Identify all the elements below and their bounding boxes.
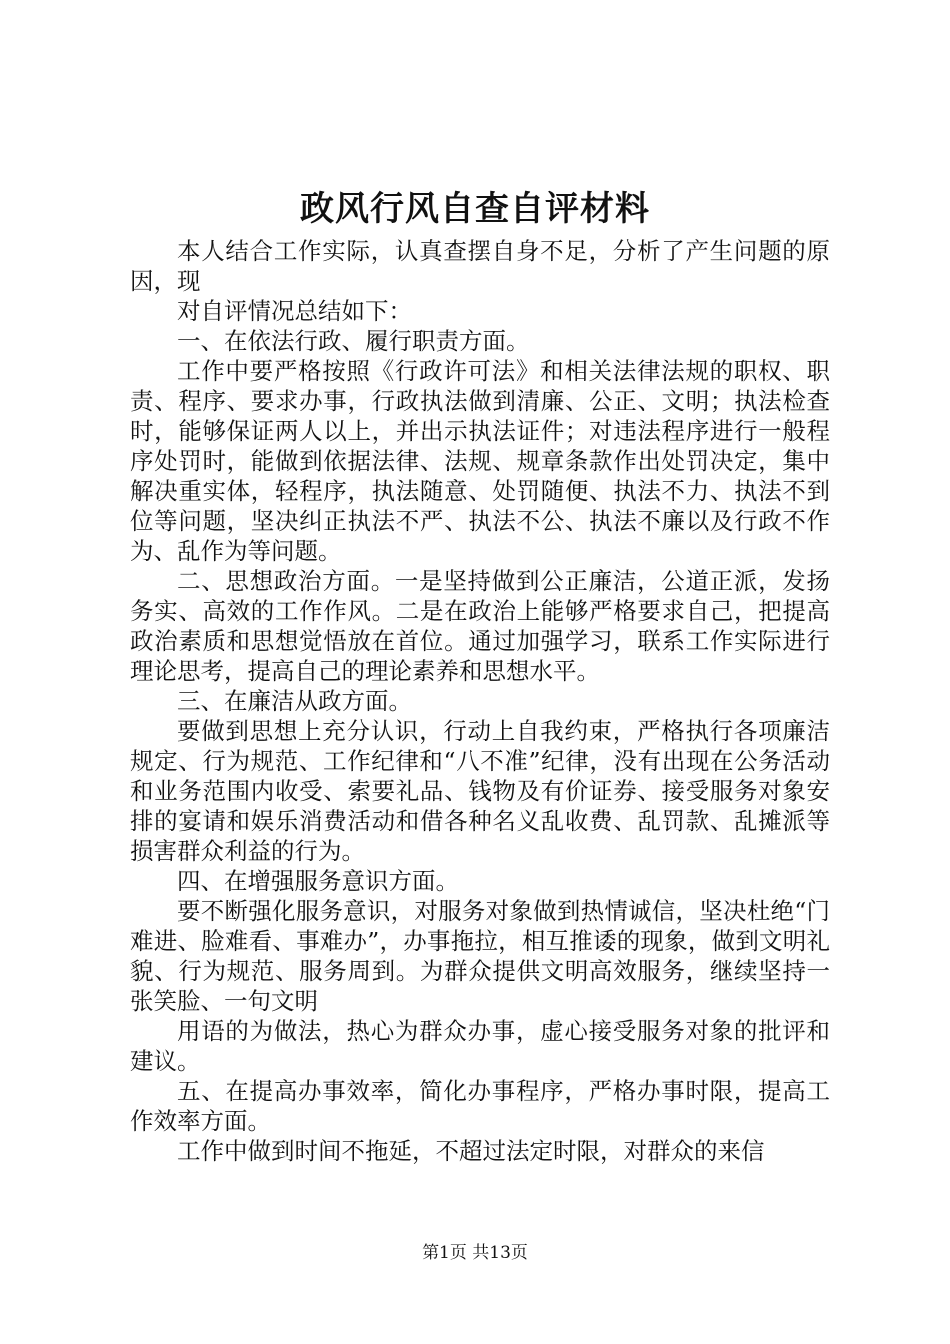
page-number: 第1页 共13页 (422, 1243, 528, 1263)
paragraph: 用语的为做法，热心为群众办事，虚心接受服务对象的批评和建议。 (130, 1017, 830, 1075)
paragraph: 对自评情况总结如下： (177, 297, 412, 325)
section-heading: 五、在提高办事效率，简化办事程序，严格办事时限，提高工作效率方面。 (130, 1077, 830, 1135)
document-title: 政风行风自查自评材料 (300, 189, 650, 229)
paragraph: 工作中要严格按照《行政许可法》和相关法律法规的职权、职责、程序、要求办事，行政执法做到清廉、公正、文明；执法检查时，能够保证两人以上，并出示执法证件；对违法程序进行一般程序处罚时，能做到依据法律、法规、规章条款作出处罚决定，集中解决重实体，轻程序，执法随意、处罚随便、执法不力、执法不到位等问题，坚决纠正执法不严、执法不公、执法不廉以及行政不作为、乱作为等问题。 (130, 357, 830, 565)
paragraph: 要做到思想上充分认识，行动上自我约束，严格执行各项廉洁规定、行为规范、工作纪律和“八不准”纪律，没有出现在公务活动和业务范围内收受、索要礼品、钱物及有价证券、接受服务对象安排的宴请和娱乐消费活动和借各种名义乱收费、乱罚款、乱摊派等损害群众利益的行为。 (130, 717, 830, 865)
paragraph: 要不断强化服务意识，对服务对象做到热情诚信，坚决杜绝“门难进、脸难看、事难办”，办事拖拉，相互推诿的现象，做到文明礼貌、行为规范、服务周到。为群众提供文明高效服务，继续坚持一张笑脸、一句文明 (130, 897, 830, 1015)
section-heading: 四、在增强服务意识方面。 (177, 867, 459, 895)
section-heading: 三、在廉洁从政方面。 (177, 687, 412, 715)
section-heading: 一、在依法行政、履行职责方面。 (177, 327, 530, 355)
paragraph: 本人结合工作实际，认真查摆自身不足，分析了产生问题的原因，现 (130, 237, 830, 295)
paragraph: 工作中做到时间不拖延，不超过法定时限，对群众的来信 (177, 1137, 765, 1165)
paragraph: 二、思想政治方面。一是坚持做到公正廉洁，公道正派，发扬务实、高效的工作作风。二是在政治上能够严格要求自己，把提高政治素质和思想觉悟放在首位。通过加强学习，联系工作实际进行理论思考，提高自己的理论素养和思想水平。 (130, 567, 830, 685)
document-body (130, 236, 830, 1166)
